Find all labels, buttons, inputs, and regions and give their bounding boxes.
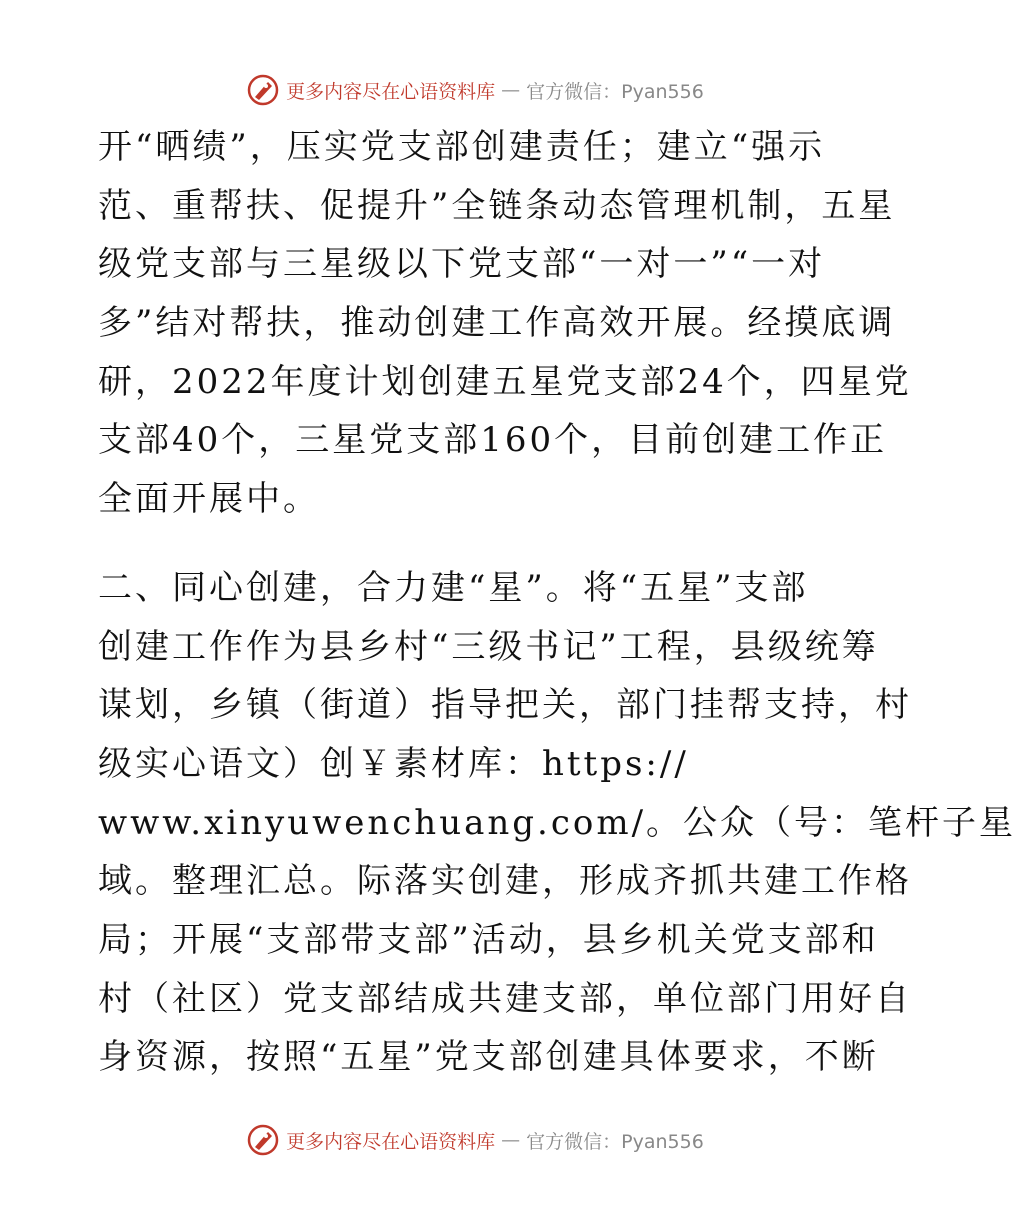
text-line: 多”结对帮扶，推动创建工作高效开展。经摸底调 bbox=[98, 303, 896, 344]
text-line: 村（社区）党支部结成共建支部，单位部门用好自 bbox=[98, 978, 912, 1019]
paragraph-gap bbox=[98, 529, 858, 559]
text-line: www.xinyuwenchuang.com/。公众（号：笔杆子星 bbox=[98, 802, 1016, 843]
paragraph-1 bbox=[98, 118, 912, 529]
text-line: 研，2022年度计划创建五星党支部24个，四星党 bbox=[98, 361, 912, 402]
text-line: 谋划，乡镇（街道）指导把关，部门挂帮支持，村 bbox=[98, 685, 912, 726]
footer-wechat-text: 官方微信：Pyan556 bbox=[526, 1130, 704, 1153]
pen-nib-logo-icon bbox=[246, 1123, 280, 1157]
text-line: 域。整理汇总。际落实创建，形成齐抓共建工作格 bbox=[98, 861, 912, 902]
text-line: 全面开展中。 bbox=[98, 479, 320, 520]
header-dash: — bbox=[501, 79, 521, 101]
text-line: 局；开展“支部带支部”活动，县乡机关党支部和 bbox=[98, 919, 879, 960]
text-line: 开“晒绩”，压实党支部创建责任；建立“强示 bbox=[98, 127, 826, 167]
text-line: 创建工作作为县乡村“三级书记”工程，县级统筹 bbox=[98, 626, 879, 667]
header-wechat-text: 官方微信：Pyan556 bbox=[526, 80, 704, 103]
footer-dash: — bbox=[501, 1129, 521, 1151]
footer-banner bbox=[0, 1120, 950, 1160]
text-line: 范、重帮扶、促提升”全链条动态管理机制，五星 bbox=[98, 185, 896, 226]
text-line: 二、同心创建，合力建“星”。将“五星”支部 bbox=[98, 567, 809, 608]
pen-nib-logo-icon bbox=[246, 73, 280, 107]
document-body bbox=[98, 118, 1016, 1087]
text-line: 级实心语文）创￥素材库：https:// bbox=[98, 743, 689, 784]
paragraph-2 bbox=[98, 559, 1016, 1087]
text-line: 身资源，按照“五星”党支部创建具体要求，不断 bbox=[98, 1037, 879, 1078]
header-brand-text: 更多内容尽在心语资料库 bbox=[286, 80, 496, 103]
text-line: 级党支部与三星级以下党支部“一对一”“一对 bbox=[98, 244, 826, 285]
text-line: 支部40个，三星党支部160个，目前创建工作正 bbox=[98, 420, 888, 461]
footer-brand-text: 更多内容尽在心语资料库 bbox=[286, 1130, 496, 1153]
header-banner bbox=[0, 70, 950, 110]
